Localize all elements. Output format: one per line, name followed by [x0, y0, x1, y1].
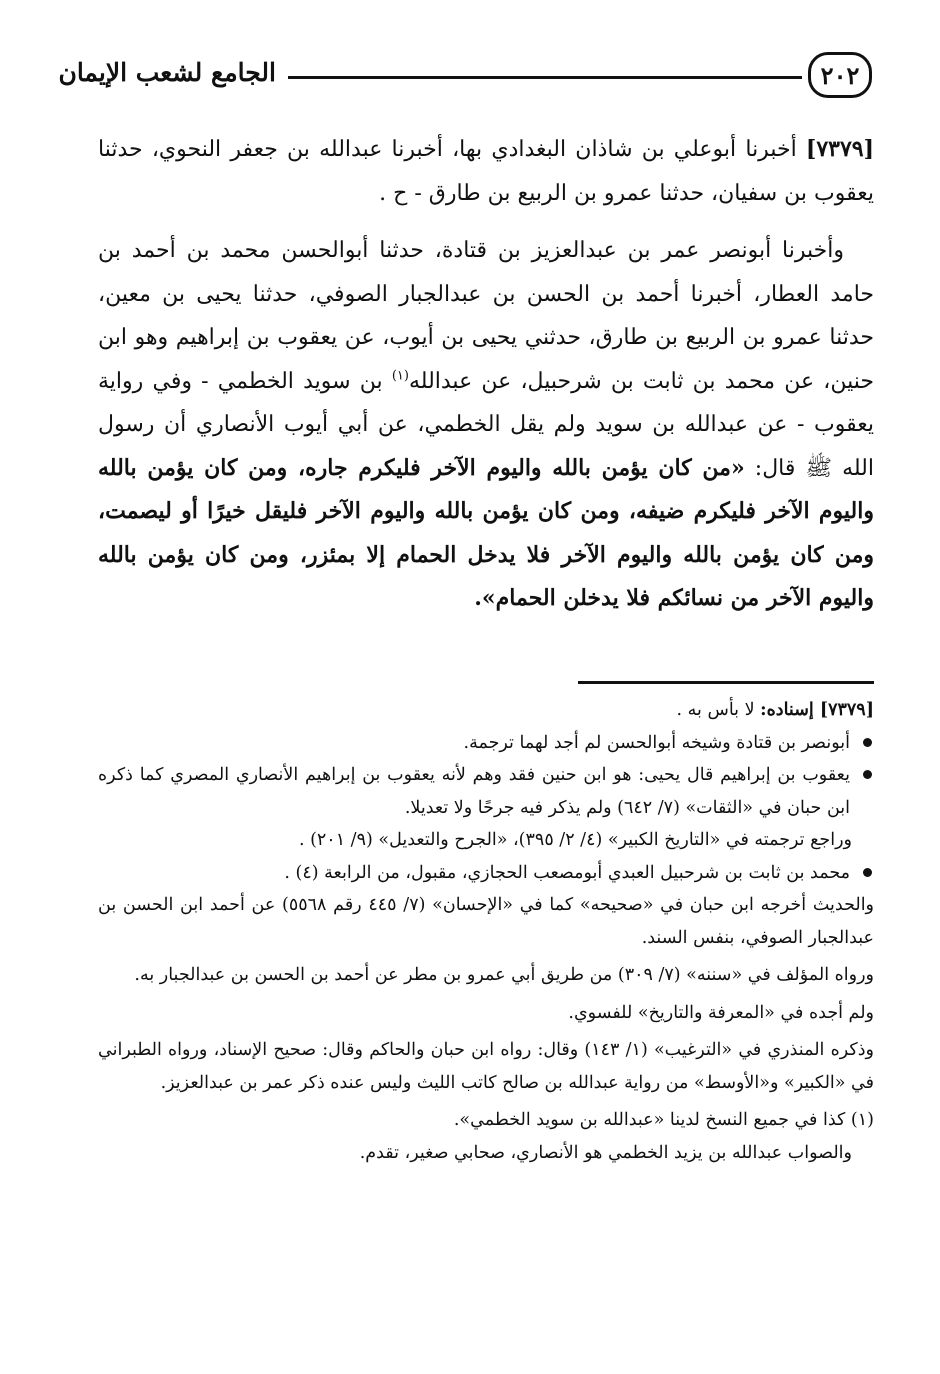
running-title: الجامع لشعب الإيمان: [58, 58, 276, 87]
isnad-verdict: [98, 694, 874, 727]
hadith-paragraph-1: [98, 128, 874, 215]
page-header: [58, 52, 872, 108]
narrator-note-1-text: أبونصر بن قتادة وشيخه أبوالحسن لم أجد لهما ترجمة.: [463, 732, 850, 753]
header-rule: [288, 76, 802, 79]
main-text: [98, 128, 874, 621]
footnotes: [98, 694, 874, 1169]
narrator-note-2-continued: وراجع ترجمته في «التاريخ الكبير» (٤/ ٢/ ٣٩٥)، «الجرح والتعديل» (٩/ ٢٠١) .: [298, 830, 852, 850]
isnad-text-2: وأخبرنا أبونصر عمر بن عبدالعزيز بن قتادة، حدثنا أبوالحسن محمد بن أحمد بن حامد العطار، أخبرنا أحمد بن الحسن بن عبدالجبار الصوفي، حدثنا يحيى بن معين، حدثنا عمرو بن الربيع بن طارق، حدثني يحيى بن أيوب، عن يعقوب بن إبراهيم وهو ابن حنين، عن محمد بن ثابت بن شرحبيل، عن عبدالله: [98, 238, 874, 394]
isnad-text-1: أخبرنا أبوعلي بن شاذان البغدادي بها، أخبرنا عبدالله بن جعفر النحوي، حدثنا يعقوب بن سفيان، حدثنا عمرو بن الربيع بن طارق - ح .: [98, 137, 874, 206]
footnote-separator: [578, 681, 874, 684]
footnote-1-continued: والصواب عبدالله بن يزيد الخطمي هو الأنصاري، صحابي صغير، تقدم.: [359, 1142, 852, 1163]
narrator-note-3: [98, 857, 874, 890]
takhrij-note-4: وذكره المنذري في «الترغيب» (١/ ١٤٣) وقال: رواه ابن حبان والحاكم وقال: صحيح الإسناد، ورواه الطبراني في «الكبير» و«الأوسط» من رواية عبدالله بن صالح كاتب الليث وليس عنده ذكر عمر بن عبدالعزيز.: [98, 1040, 874, 1093]
hadith-matn: «من كان يؤمن بالله واليوم الآخر فليكرم جاره، ومن كان يؤمن بالله واليوم الآخر فليكرم ضيفه، ومن كان يؤمن بالله واليوم الآخر فليقل خيرًا أو ليصمت، ومن كان يؤمن بالله واليوم الآخر فلا يدخل الحمام إلا بمئزر، ومن كان يؤمن بالله واليوم الآخر من نسائكم فلا يدخلن الحمام».: [98, 454, 874, 611]
footnote-1: (١) كذا في جميع النسخ لدينا «عبدالله بن سويد الخطمي».: [453, 1110, 874, 1130]
hadith-number: [٧٣٧٩]: [805, 136, 874, 162]
takhrij-note-1: والحديث أخرجه ابن حبان في «صحيحه» كما في «الإحسان» (٧/ ٤٤٥ رقم ٥٥٦٨) عن أحمد ابن الحسن بن عبدالجبار الصوفي، بنفس السند.: [98, 895, 875, 948]
narrator-note-2-lead: يعقوب بن إبراهيم قال يحيى:: [638, 765, 850, 785]
verdict-label: [٧٣٧٩] إسناده:: [760, 700, 874, 720]
footnote-marker[interactable]: (١): [391, 368, 409, 384]
narrator-note-2-text: هو ابن حنين فقد وهم لأنه يعقوب بن إبراهيم الأنصاري المصري كما ذكره ابن حبان في «الثقات» (٧/ ٦٤٢) ولم يذكر فيه جرحًا ولا تعديلا.: [98, 765, 850, 818]
narrator-note-2: [98, 759, 874, 824]
bullet-dot-icon: [863, 770, 872, 779]
narrator-note-3-text: محمد بن ثابت بن شرحبيل العبدي أبومصعب الحجازي، مقبول، من الرابعة (٤) .: [284, 862, 850, 883]
isnad-text-3: بن سويد الخطمي - وفي رواية يعقوب - عن عبدالله بن سويد ولم يقل الخطمي، عن أبي أيوب الأنصاري أن رسول الله ﷺ قال:: [98, 368, 874, 481]
bullet-dot-icon: [863, 868, 872, 877]
verdict-text: لا بأس به .: [676, 700, 761, 720]
takhrij-note-3: ولم أجده في «المعرفة والتاريخ» للفسوي.: [568, 1002, 874, 1023]
takhrij-note-2: ورواه المؤلف في «سننه» (٧/ ٣٠٩) من طريق أبي عمرو بن مطر عن أحمد بن الحسن بن عبدالجبار به.: [134, 965, 874, 985]
bullet-dot-icon: [863, 738, 872, 747]
narrator-note-1: [98, 727, 874, 760]
hadith-paragraph-2: [98, 229, 874, 621]
page-number: ٢٠٢: [808, 52, 872, 98]
